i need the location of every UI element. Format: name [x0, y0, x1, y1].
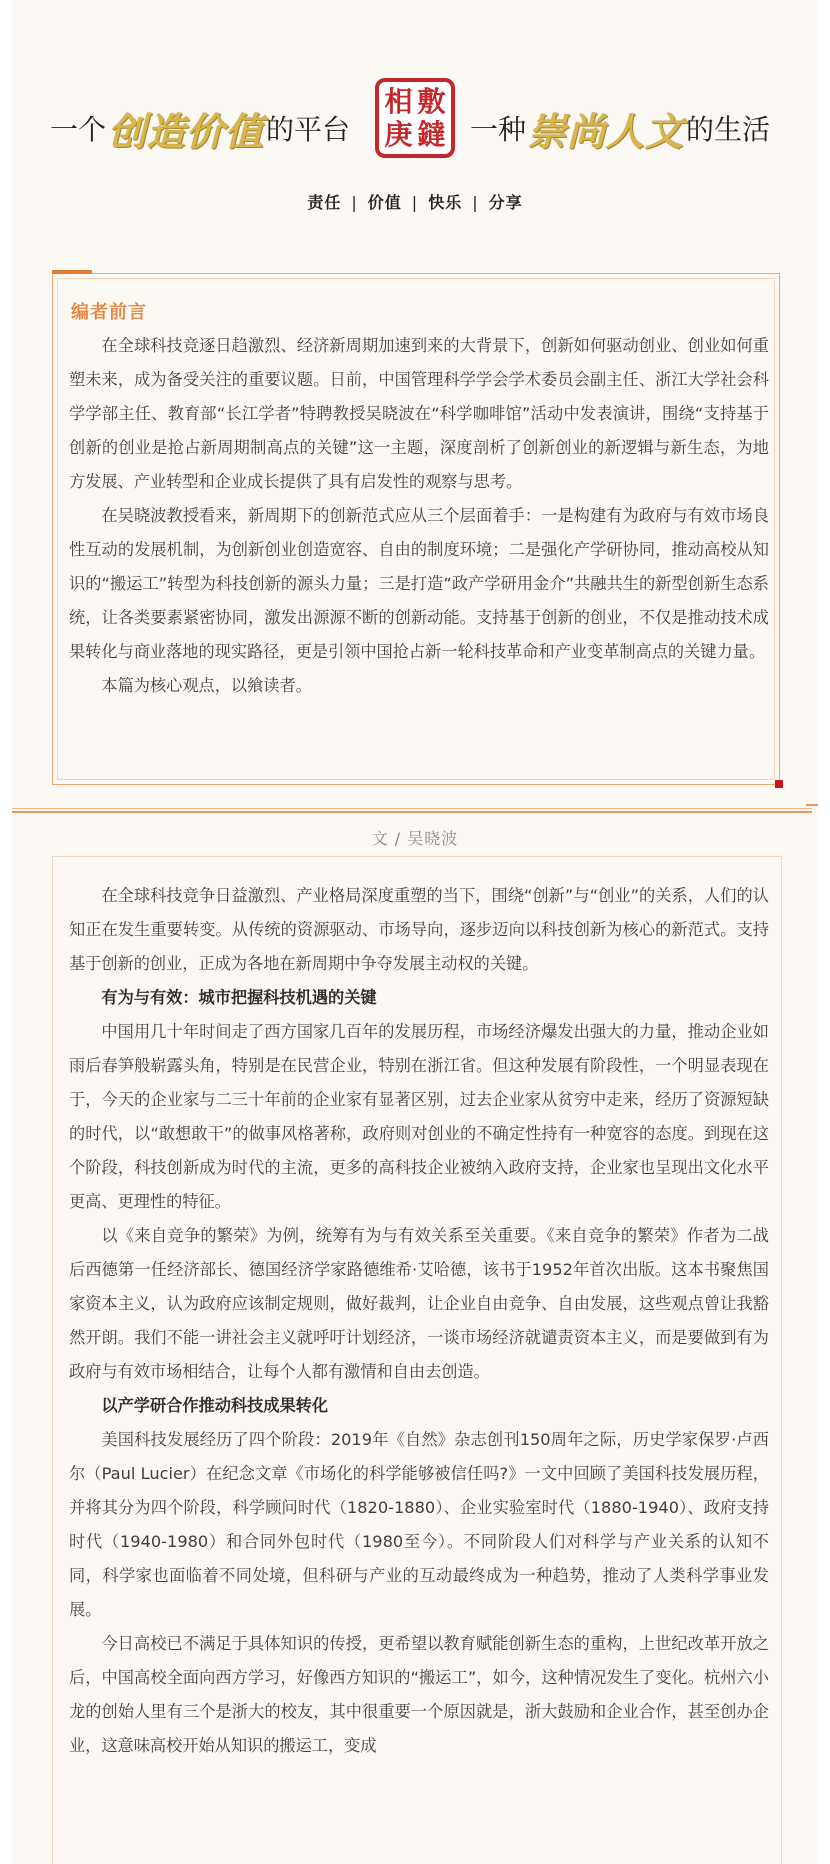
slogan-right-calligraphy: 崇尚人文 — [528, 108, 685, 154]
author-byline: 文 / 吴晓波 — [371, 829, 459, 848]
article-subheading: 以产学研合作推动科技成果转化 — [101, 1396, 329, 1415]
article-subheading: 有为与有效：城市把握科技机遇的关键 — [101, 988, 377, 1007]
article-paragraph: 今日高校已不满足于具体知识的传授，更希望以教育赋能创新生态的重构，上世纪改革开放之后，中国高校全面向西方学习，好像西方知识的“搬运工”，如今，这种情况发生了变化。杭州六小龙的创始人里有三个是浙大的校友，其中很重要一个原因就是，浙大鼓励和企业合作，甚至创办企业，这意味高校开始从知识的搬运工，变成 — [69, 1634, 769, 1755]
tag: 责任 — [307, 193, 342, 212]
slogan-right-suffix: 的生活 — [686, 113, 771, 146]
divider-line — [12, 811, 812, 813]
divider-tick — [806, 804, 820, 806]
header-banner — [0, 78, 830, 170]
seal-char: 相 — [384, 84, 413, 118]
value-tags — [0, 190, 830, 213]
tag: 快乐 — [428, 193, 463, 212]
slogan-right-prefix: 一种 — [470, 113, 527, 146]
seal-char: 鐽 — [417, 117, 446, 151]
article-box — [52, 856, 782, 1864]
tag-separator: | — [472, 193, 479, 212]
preface-accent-bar — [52, 270, 92, 274]
tag-separator: | — [411, 193, 419, 212]
article-paragraph: 美国科技发展经历了四个阶段：2019年《自然》杂志创刊150周年之际，历史学家保罗·卢西尔（Paul Lucier）在纪念文章《市场化的科学能够被信任吗?》一文中回顾了美国科技发展历程，并将其分为四个阶段，科学顾问时代（1820-1880）、企业实验室时代（1880-1940）、政府支持时代（1940-1980）和合同外包时代（1980至今）。不同阶段人们对科学与产业关系的认知不同，科学家也面临着不同处境，但科研与产业的互动最终成为一种趋势，推动了人类科学事业发展。 — [69, 1430, 769, 1619]
slogan-left-prefix: 一个 — [50, 113, 107, 146]
tag: 价值 — [367, 193, 402, 212]
seal-char: 敷 — [417, 84, 446, 118]
section-divider — [12, 808, 812, 814]
slogan-left — [50, 103, 350, 153]
editor-preface-box — [52, 273, 780, 785]
logo-seal — [375, 78, 455, 158]
preface-corner-square — [775, 780, 783, 788]
article-paragraph: 中国用几十年时间走了西方国家几百年的发展历程，市场经济爆发出强大的力量，推动企业如雨后春笋般崭露头角，特别是在民营企业，特别在浙江省。但这种发展有阶段性，一个明显表现在于，今天的企业家与二三十年前的企业家有显著区别，过去企业家从贫穷中走来，经历了资源短缺的时代，以“敢想敢干”的做事风格著称，政府则对创业的不确定性持有一种宽容的态度。到现在这个阶段，科技创新成为时代的主流，更多的高科技企业被纳入政府支持，企业家也呈现出文化水平更高、更理性的特征。 — [69, 1022, 769, 1211]
article-paragraph: 以《来自竞争的繁荣》为例，统筹有为与有效关系至关重要。《来自竞争的繁荣》作者为二战后西德第一任经济部长、德国经济学家路德维希·艾哈德，该书于1952年首次出版。这本书聚焦国家资本主义，认为政府应该制定规则，做好裁判，让企业自由竞争、自由发展，这些观点曾让我豁然开朗。我们不能一讲社会主义就呼吁计划经济，一谈市场经济就谴责资本主义，而是要做到有为政府与有效市场相结合，让每个人都有激情和自由去创造。 — [69, 1226, 769, 1381]
preface-paragraph: 在吴晓波教授看来，新周期下的创新范式应从三个层面着手：一是构建有为政府与有效市场良性互动的发展机制，为创新创业创造宽容、自由的制度环境；二是强化产学研协同，推动高校从知识的“搬运工”转型为科技创新的源头力量；三是打造“政产学研用金介”共融共生的新型创新生态系统，让各类要素紧密协同，激发出源源不断的创新动能。支持基于创新的创业，不仅是推动技术成果转化与商业落地的现实路径，更是引领中国抢占新一轮科技革命和产业变革制高点的关键力量。 — [69, 506, 769, 661]
slogan-left-suffix: 的平台 — [266, 113, 351, 146]
preface-body — [69, 329, 769, 703]
preface-paragraph: 在全球科技竞逐日趋激烈、经济新周期加速到来的大背景下，创新如何驱动创业、创业如何重塑未来，成为备受关注的重要议题。日前，中国管理科学学会学术委员会副主任、浙江大学社会科学学部主任、教育部“长江学者”特聘教授吴晓波在“科学咖啡馆”活动中发表演讲，围绕“支持基于创新的创业是抢占新周期制高点的关键”这一主题，深度剖析了创新创业的新逻辑与新生态，为地方发展、产业转型和企业成长提供了具有启发性的观察与思考。 — [69, 336, 769, 491]
divider-line — [12, 808, 812, 809]
preface-paragraph: 本篇为核心观点，以飨读者。 — [101, 676, 312, 695]
slogan-left-calligraphy: 创造价值 — [108, 108, 265, 154]
slogan-right — [470, 103, 770, 153]
tag-separator: | — [351, 193, 358, 212]
article-body — [69, 879, 769, 1763]
seal-char: 庚 — [384, 117, 413, 151]
article-paragraph: 在全球科技竞争日益激烈、产业格局深度重塑的当下，围绕“创新”与“创业”的关系，人们的认知正在发生重要转变。从传统的资源驱动、市场导向，逐步迈向以科技创新为核心的新范式。支持基于创新的创业，正成为各地在新周期中争夺发展主动权的关键。 — [69, 886, 769, 973]
tag: 分享 — [488, 193, 523, 212]
preface-title: 编者前言 — [71, 302, 147, 323]
